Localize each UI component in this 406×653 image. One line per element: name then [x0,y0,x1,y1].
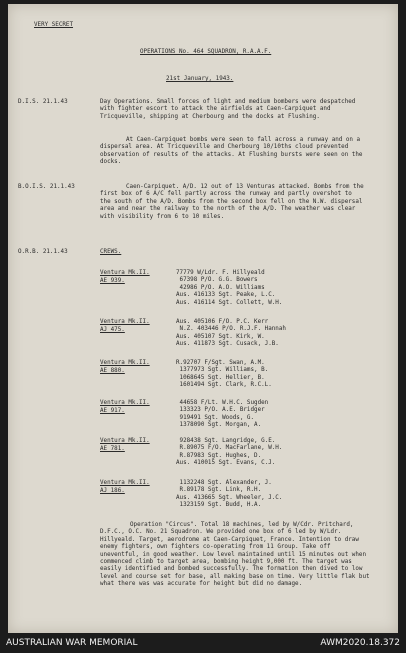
document-title: OPERATIONS No. 464 SQUADRON, R.A.A.F. [140,49,272,55]
crew-aircraft-serial: AE 917. [100,408,125,414]
classification-label: VERY SECRET [34,22,74,28]
crew-aircraft-serial: AE 781. [100,446,125,452]
entry-ref-orb: O.R.B. 21.1.43 [18,249,68,255]
crew-members: 77779 W/Ldr. F. Hillyeald 67398 P/O. G.G. Bowers 42986 P/O. A.O. Williams Aus. 416133 Sgt. Peake, L.C. Aus. 416114 Sgt. Collett, W.H. [176,270,283,306]
crew-aircraft-type: Ventura Mk.II. [100,438,150,444]
crew-aircraft-serial: AE 880. [100,368,125,374]
crews-heading: CREWS. [100,249,122,255]
crew-members: R.92707 F/Sgt. Swan, A.M. 1377973 Sgt. Williams, B. 1068645 Sgt. Hellier, B. 1601494 Sgt. Clark, R.C.L. [176,360,272,389]
crew-aircraft-serial: AJ 475. [100,327,125,333]
crew-aircraft-type: Ventura Mk.II. [100,480,150,486]
crew-aircraft-type: Ventura Mk.II. [100,360,150,366]
entry-text-dis: Day Operations. Small forces of light and medium bombers were despatched with fighter escort to attack the airfields at Caen-Carpiquet and Tricqueville, shipping at Cherbourg and the docks at Flushing. [100,99,356,120]
crew-aircraft-serial: AE 939. [100,278,125,284]
entry-text-dis-results: At Caen-Carpiquet bombs were seen to fall across a runway and on a dispersal area. At Tricqueville and Cherbourg 10/10ths cloud prevented observation of results of the attacks. At Flushing bursts were seen on the docks. [100,137,363,166]
crew-members: 1132248 Sgt. Alexander, J. R.89178 Sgt. Link, R.H. Aus. 413665 Sgt. Wheeler, J.C. 1323159 Sgt. Budd, H.A. [176,480,283,509]
crew-aircraft-serial: AJ 186. [100,488,125,494]
footer-institution: AUSTRALIAN WAR MEMORIAL [6,638,138,648]
footer-catalogue-number: AWM2020.18.372 [320,638,400,648]
crew-members: Aus. 405106 F/O. P.C. Kerr N.Z. 403446 P/O. R.J.F. Hannah Aus. 405107 Sgt. Kirk, W. Aus. 411873 Sgt. Cusack, J.B. [176,319,286,348]
entry-ref-bois: B.O.I.S. 21.1.43 [18,184,75,190]
crew-members: 44658 F/Lt. W.H.C. Sugden 133323 P/O. A.E. Bridger 919491 Sgt. Woods, G. 1378090 Sgt. Morgan, A. [179,400,269,429]
document-date: 21st January, 1943. [166,76,234,82]
entry-text-bois: Caen-Carpiquet. A/D. 12 out of 13 Venturas attacked. Bombs from the first box of 6 A/C fell partly across the runway and partly overshot to the south of the A/D. Bombs from the second box fell on the N.W. dispersal area and near the railway to the north of the A/D. The weather was clear with visibility from 6 to 10 miles. [100,184,364,220]
crew-aircraft-type: Ventura Mk.II. [100,270,150,276]
operation-circus-paragraph: Operation "Circus". Total 18 machines, led by W/Cdr. Pritchard, D.F.C., O.C. No. 21 Squadron. We provided one box of 6 led by W/Ldr. Hillyeald. Target, aerodrome at Caen-Carpiquet, France. Intention to draw enemy fighters, own fighters co-operating from 11 Group. Take off uneventful, in good weather. Low level maintained until 15 minutes out when commenced climb to target area, bombing height 9,000 ft. The target was easily identified and bombed successfully. The formation then dived to low level and course set for base, all making base on time. Very little flak but what there was was accurate for height but did no damage. [100,522,370,588]
archive-footer [0,633,406,653]
crew-aircraft-type: Ventura Mk.II. [100,400,150,406]
document-page [8,4,398,633]
crew-members: 928438 Sgt. Langridge, G.E. R.89075 F/O. MacFarlane, W.H. R.87983 Sgt. Hughes, D. Aus. 410015 Sgt. Evans, C.J. [176,438,283,467]
crew-aircraft-type: Ventura Mk.II. [100,319,150,325]
entry-ref-dis: D.I.S. 21.1.43 [18,99,68,105]
